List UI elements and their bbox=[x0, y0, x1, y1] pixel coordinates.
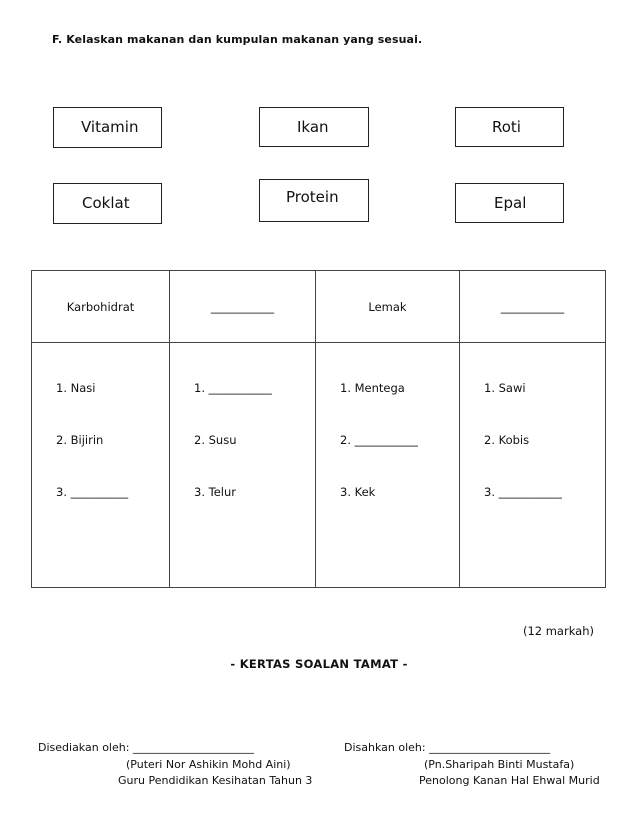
header-blank-2: ___________ bbox=[460, 271, 606, 343]
header-blank-1: ___________ bbox=[170, 271, 316, 343]
food-group-table bbox=[31, 270, 606, 588]
table-header-row bbox=[32, 271, 606, 343]
word-box-label: Roti bbox=[492, 118, 521, 136]
prepared-by-label: Disediakan oleh: ______________________ bbox=[38, 741, 254, 754]
approved-by-title: Penolong Kanan Hal Ehwal Murid bbox=[419, 774, 600, 787]
list-item: 3. __________ bbox=[56, 485, 129, 499]
list-item: 2. Bijirin bbox=[56, 433, 104, 447]
word-box-epal bbox=[455, 183, 564, 223]
header-lemak: Lemak bbox=[316, 271, 460, 343]
list-item: 2. Susu bbox=[194, 433, 237, 447]
word-box-vitamin bbox=[53, 107, 162, 148]
word-box-coklat bbox=[53, 183, 162, 224]
list-item: 3. Telur bbox=[194, 485, 236, 499]
word-box-label: Ikan bbox=[297, 118, 329, 136]
list-item: 1. Mentega bbox=[340, 381, 405, 395]
word-box-ikan bbox=[259, 107, 369, 147]
word-box-label: Protein bbox=[286, 188, 339, 206]
list-item: 2. Kobis bbox=[484, 433, 530, 447]
approved-by-name: (Pn.Sharipah Binti Mustafa) bbox=[424, 758, 575, 771]
prepared-by-title: Guru Pendidikan Kesihatan Tahun 3 bbox=[118, 774, 313, 787]
table-body-row bbox=[32, 343, 606, 588]
word-box-label: Vitamin bbox=[81, 118, 139, 136]
list-item: 2. ___________ bbox=[340, 433, 418, 447]
column-lemak bbox=[316, 343, 460, 588]
column-karbohidrat bbox=[32, 343, 170, 588]
list-item: 1. ___________ bbox=[194, 381, 272, 395]
header-karbohidrat: Karbohidrat bbox=[32, 271, 170, 343]
list-item: 1. Sawi bbox=[484, 381, 526, 395]
column-blank-1 bbox=[170, 343, 316, 588]
word-box-roti bbox=[455, 107, 564, 147]
word-box-protein bbox=[259, 179, 369, 222]
column-blank-2 bbox=[460, 343, 606, 588]
word-box-label: Coklat bbox=[82, 194, 130, 212]
word-box-label: Epal bbox=[494, 194, 527, 212]
list-item: 3. Kek bbox=[340, 485, 376, 499]
instruction-text: F. Kelaskan makanan dan kumpulan makanan yang sesuai. bbox=[52, 33, 423, 46]
list-item: 1. Nasi bbox=[56, 381, 96, 395]
list-item: 3. ___________ bbox=[484, 485, 562, 499]
end-of-paper-text: - KERTAS SOALAN TAMAT - bbox=[230, 657, 408, 671]
marks-label: (12 markah) bbox=[522, 624, 594, 638]
approved-by-label: Disahkan oleh: ______________________ bbox=[344, 741, 551, 754]
prepared-by-name: (Puteri Nor Ashikin Mohd Aini) bbox=[126, 758, 291, 771]
